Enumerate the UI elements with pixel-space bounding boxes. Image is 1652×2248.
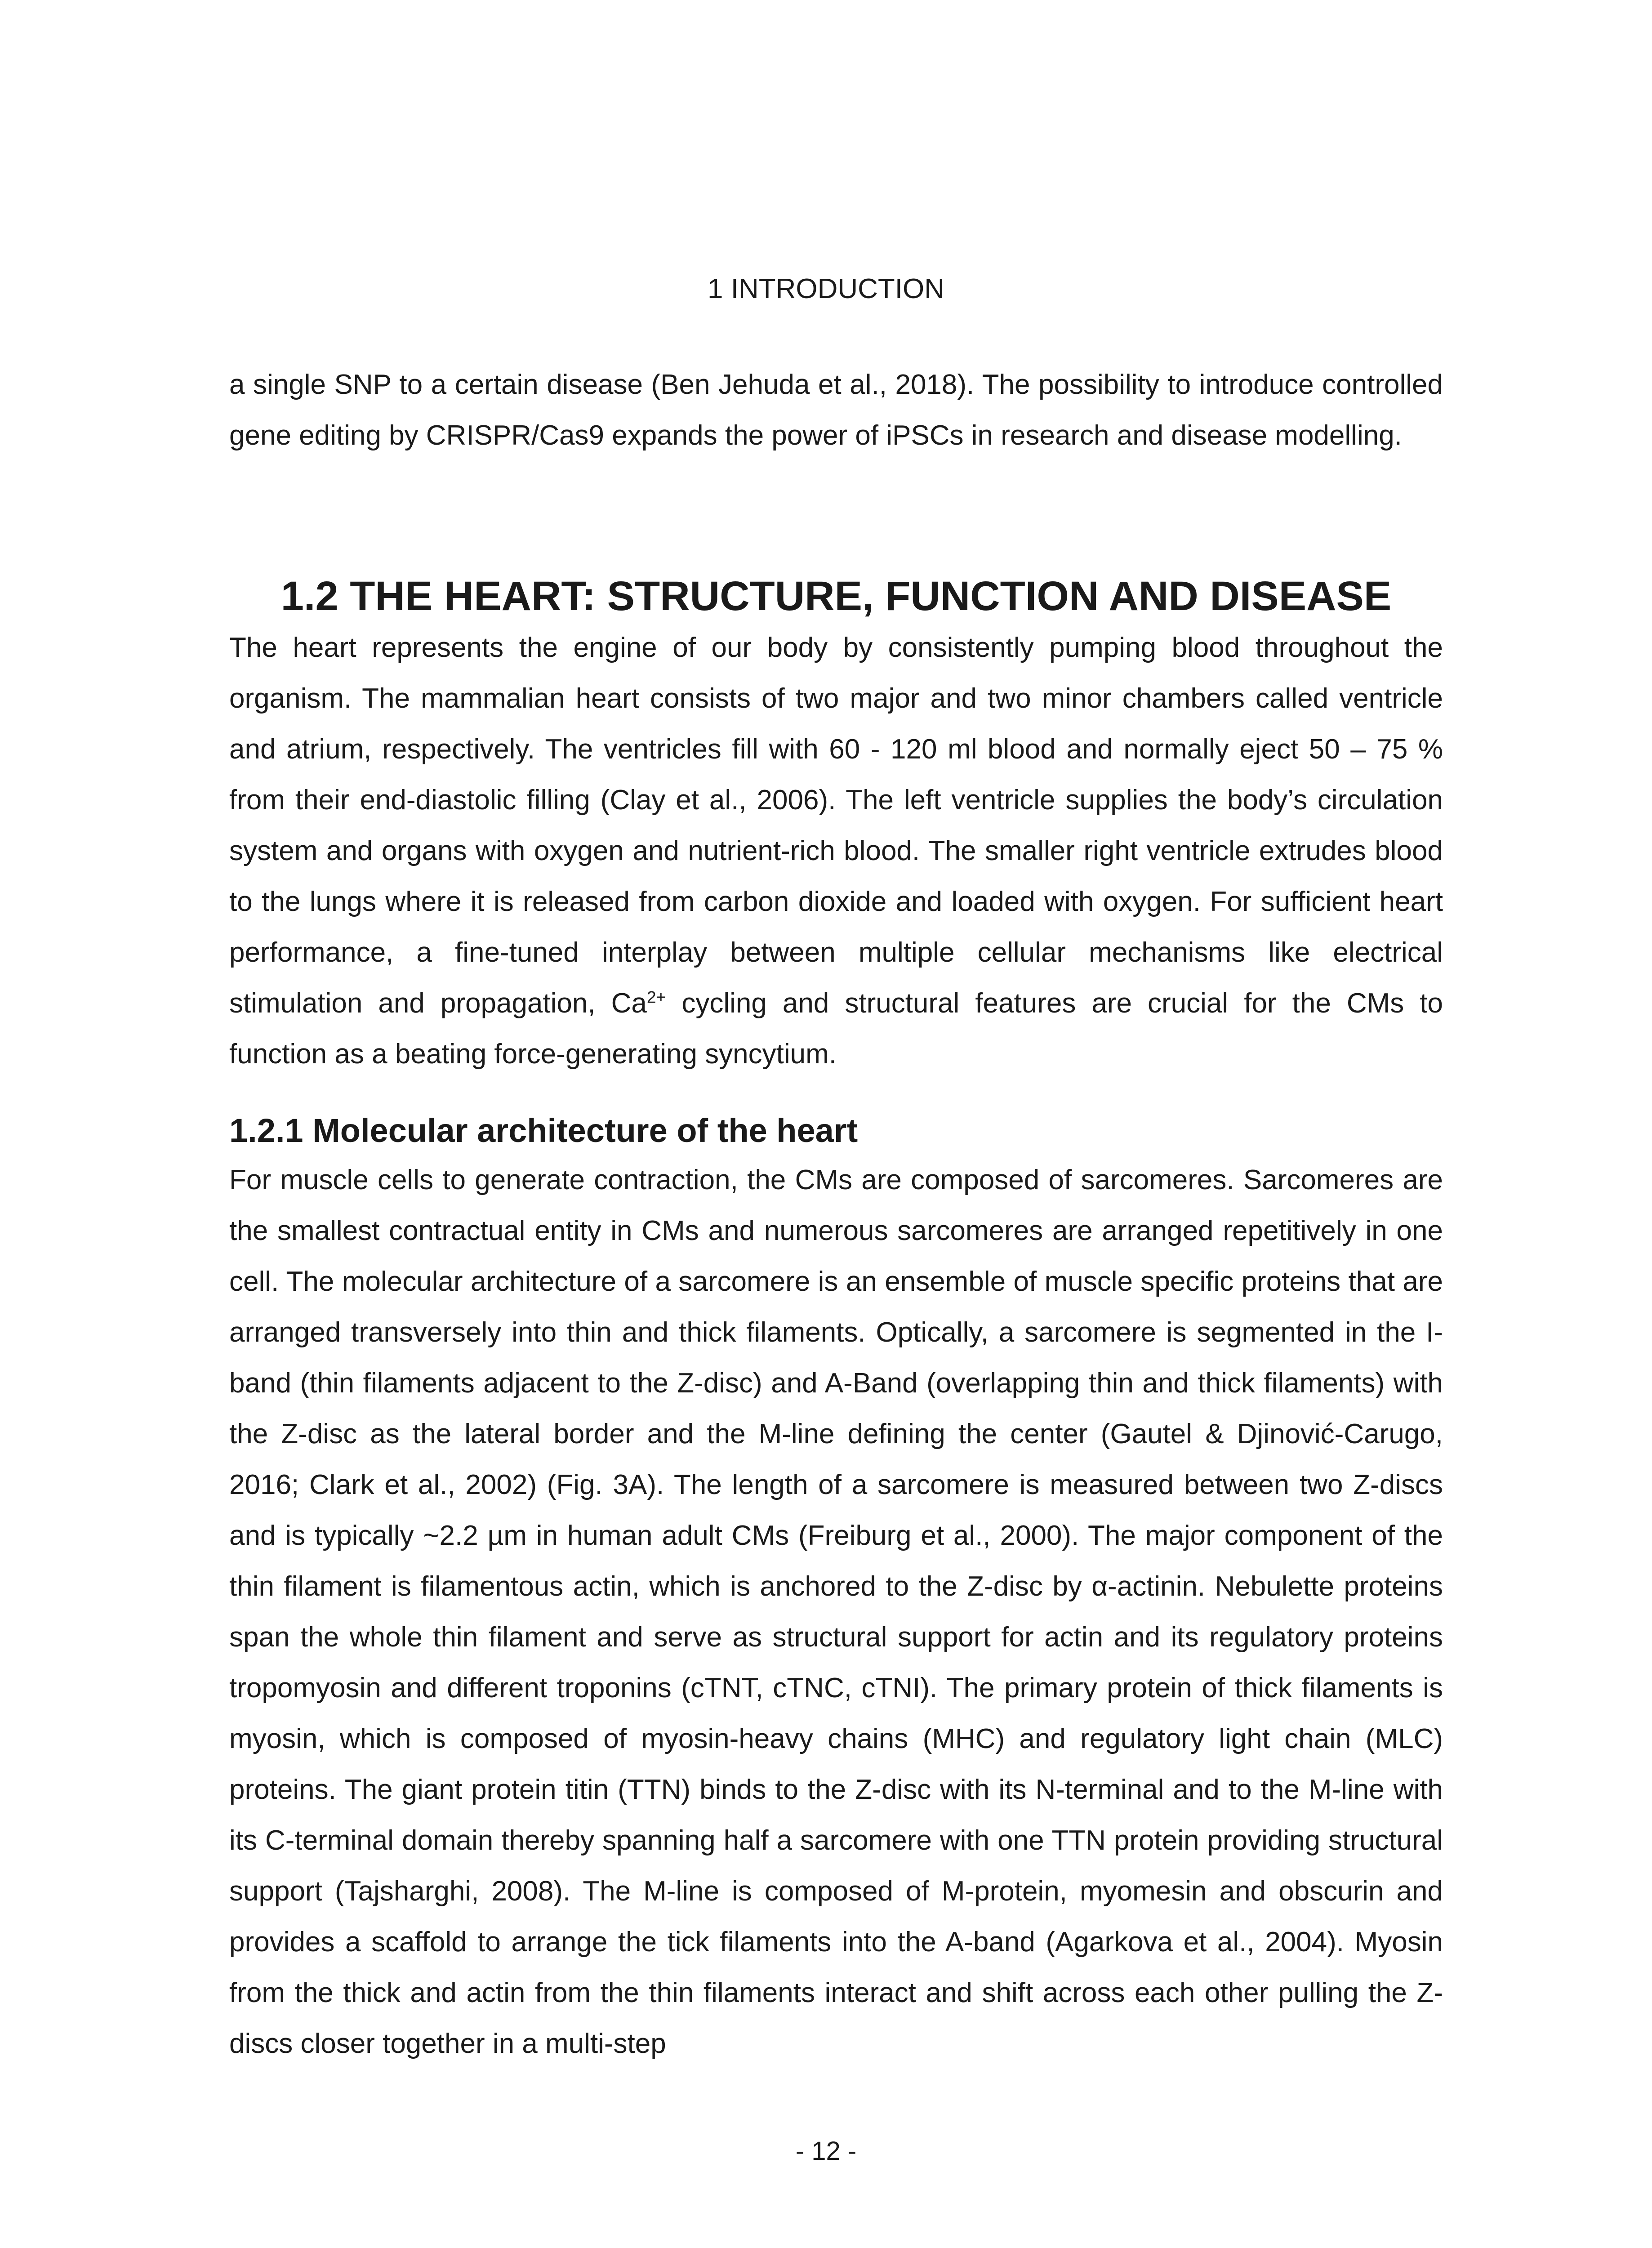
paragraph-text: For muscle cells to generate contraction, the CMs are composed of sarcomeres. Sarcomeres are the smallest contractual entity in CMs and numerous sarcomeres are arranged repetitively in one cell. The molecular architecture of a sarcomere is an ensemble of muscle specific proteins that are arranged transversely into thin and thick filaments. Optically, a sarcomere is segmented in the I-band (thin filaments adjacent to the Z-disc) and A-Band (overlapping thin and thick filaments) with the Z-disc as the lateral border and the M-line defining the center (Gautel & Djinović-Carugo, 2016; Clark et al., 2002) (Fig. 3A). The length of a sarcomere is measured between two Z-discs and is typically ~2.2 µm in human adult CMs (Freiburg et al., 2000). The major component of the thin filament is filamentous actin, which is anchored to the Z-disc by α-actinin. Nebulette proteins span the whole thin filament and serve as structural support for actin and its regulatory proteins tropomyosin and different troponins (cTNT, cTNC, cTNI). The primary protein of thick filaments is myosin, which is composed of myosin-heavy chains (MHC) and regulatory light chain (MLC) proteins. The giant protein titin (TTN) binds to the Z-disc with its N-terminal and to the M-line with its C-terminal domain thereby spanning half a sarcomere with one TTN protein providing structural support (Tajsharghi, 2008). The M-line is composed of M-protein, myomesin and obscurin and provides a scaffold to arrange the tick filaments into the A-band (Agarkova et al., 2004). Myosin from the thick and actin from the thin filaments interact and shift across each other pulling the Z-discs closer together in a multi-step <box>229 1164 1443 2059</box>
superscript: 2+ <box>646 987 666 1007</box>
paragraph-intro-continuation <box>229 359 1443 461</box>
paragraph-heart-overview <box>229 622 1443 1079</box>
paragraph-text <box>229 622 1443 1079</box>
text-run: The heart represents the engine of our body by consistently pumping blood throughout the organism. The mammalian heart consists of two major and two minor chambers called ventricle and atrium, respectively. The ventricles fill with 60 - 120 ml blood and normally eject 50 – 75 % from their end-diastolic filling (Clay et al., 2006). The left ventricle supplies the body’s circulation system and organs with oxygen and nutrient-rich blood. The smaller right ventricle extrudes blood to the lungs where it is released from carbon dioxide and loaded with oxygen. For sufficient heart performance, a fine-tuned interplay between multiple cellular mechanisms like electrical stimulation and propagation, Ca <box>229 632 1443 1019</box>
page-number: - 12 - <box>795 2136 857 2166</box>
section-heading: 1.2 THE HEART: STRUCTURE, FUNCTION AND DISEASE <box>281 573 1392 619</box>
paragraph-molecular-architecture <box>229 1155 1443 2069</box>
text-run: cycling and structural features are crucial for the CMs to function as a beating force-generating syncytium. <box>229 988 1443 1070</box>
paragraph-text: a single SNP to a certain disease (Ben Jehuda et al., 2018). The possibility to introduce controlled gene editing by CRISPR/Cas9 expands the power of iPSCs in research and disease modelling. <box>229 369 1443 451</box>
subsection-heading: 1.2.1 Molecular architecture of the heart <box>229 1112 858 1149</box>
running-header: 1 INTRODUCTION <box>708 273 944 304</box>
